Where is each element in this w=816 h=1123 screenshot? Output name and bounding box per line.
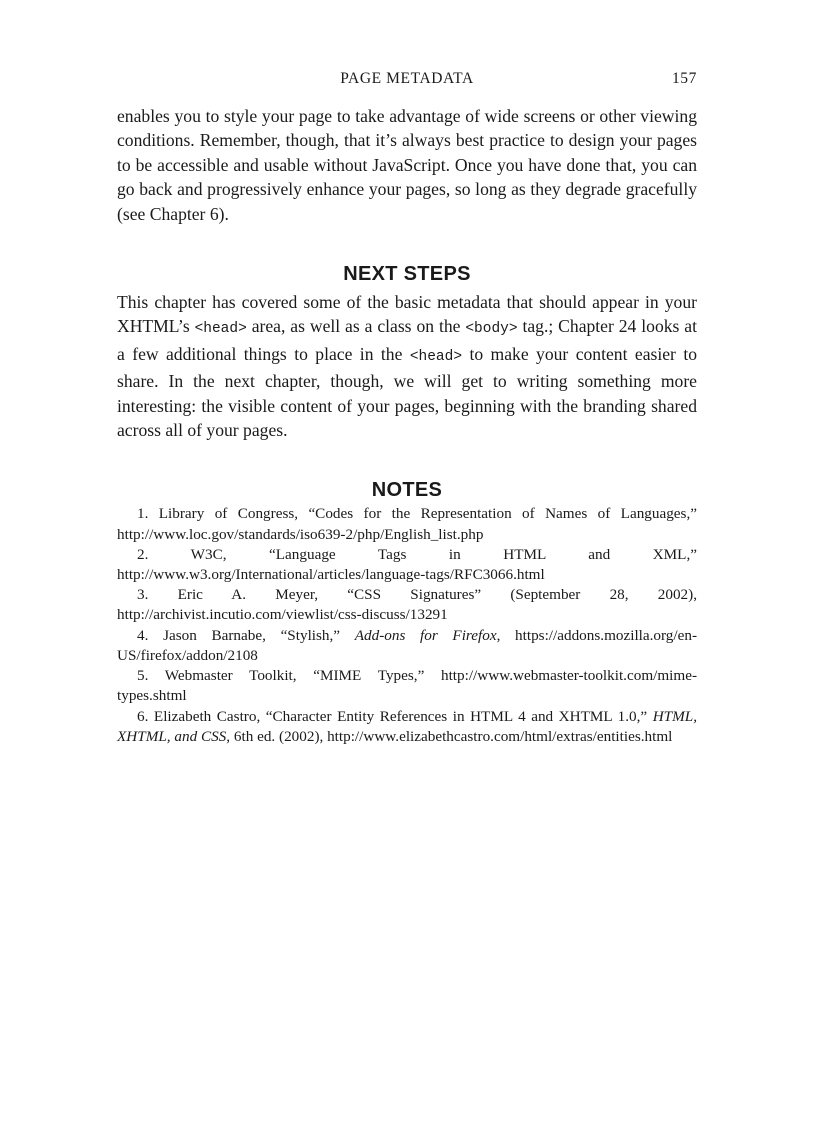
book-page [117,70,697,747]
note-item: 1. Library of Congress, “Codes for the Representation of Names of Languages,” http://www.loc.gov/standards/iso639-2/php/English_list.php [117,505,697,543]
notes-heading: NOTES [371,479,443,502]
page-number: 157 [671,70,697,87]
note-item: 2. W3C, “Language Tags in HTML and XML,” http://www.w3.org/International/articles/language-tags/RFC3066.html [117,545,697,584]
next-steps-paragraph [117,290,697,442]
note-item: 3. Eric A. Meyer, “CSS Signatures” (September 28, 2002), http://archivist.incutio.com/viewlist/css-discuss/13291 [117,586,697,624]
note-item [117,707,697,747]
note-text: , 6th ed. (2002), http://www.elizabethcastro.com/html/extras/entities.html [226,727,673,745]
note-text: 6. Elizabeth Castro, “Character Entity References in HTML 4 and XHTML 1.0,” [137,707,653,725]
next-steps-text-1: This chapter has covered some of the basic metadata that should appear in your XHTML’s [117,292,697,337]
intro-paragraph: enables you to style your page to take advantage of wide screens or other viewing conditions. Remember, though, that it’s always best practice to design your pages to be accessible and usable without JavaScript. Once you have done that, you can go back and progressively enhance your pages, so long as they degrade gracefully (see Chapter 6). [117,106,697,224]
notes-list [117,504,697,746]
body-tag-code: <body> [465,321,518,338]
note-source-title: HTML, XHTML, and CSS [117,707,697,745]
note-text: 4. Jason Barnabe, “Stylish,” [137,626,355,644]
note-source-title: Add-ons for Firefox [354,626,497,644]
running-head [117,70,697,94]
note-text: , https://addons.mozilla.org/en-US/firefox/addon/2108 [117,626,697,664]
next-steps-text-3: tag.; Chapter 24 looks at a few additional things to place in the [117,316,697,364]
next-steps-text-4: to make your content easier to share. In the next chapter, though, we will get to writing something more interesting: the visible content of your pages, beginning with the branding shared across all of your pages. [117,343,698,441]
next-steps-text-2: area, as well as a class on the [246,316,466,337]
running-title: PAGE METADATA [340,70,474,87]
head-tag-code: <head> [194,321,247,338]
head-tag-code-2: <head> [409,348,463,365]
note-item: 5. Webmaster Toolkit, “MIME Types,” http://www.webmaster-toolkit.com/mime-types.shtml [117,667,697,705]
note-item [117,626,697,666]
next-steps-heading: NEXT STEPS [343,263,471,286]
